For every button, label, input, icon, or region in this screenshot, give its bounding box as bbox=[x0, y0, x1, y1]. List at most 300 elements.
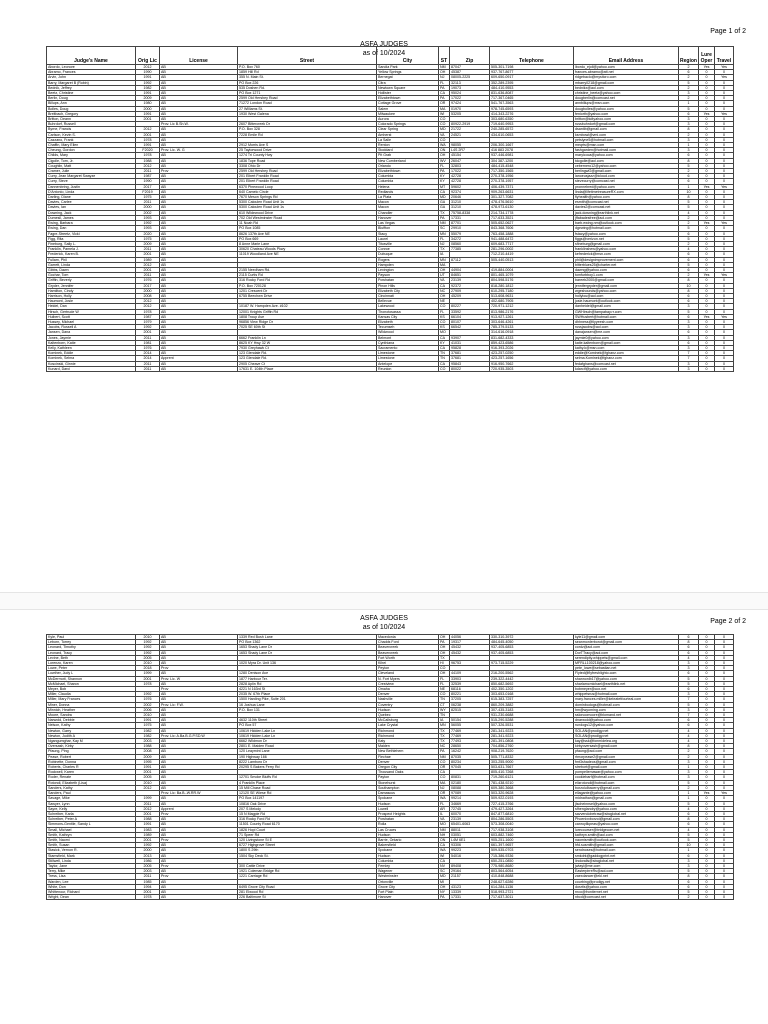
telephone-cell: 484-415-4548 bbox=[490, 163, 574, 168]
zip-cell: 56055 bbox=[450, 723, 490, 728]
orig-lic-cell: 2009 bbox=[136, 96, 160, 101]
lure-oper-cell: 0 bbox=[699, 163, 715, 168]
orig-lic-cell: 2002 bbox=[136, 210, 160, 215]
judge-name-cell: Whittenour, Richard bbox=[47, 889, 136, 894]
street-cell: 1930 West Galena bbox=[238, 111, 377, 116]
license-cell: AB bbox=[160, 91, 238, 96]
orig-lic-cell: 2011 bbox=[136, 200, 160, 205]
email-cell: bednikx@aol.com bbox=[574, 85, 679, 90]
region-cell: 2 bbox=[679, 132, 699, 137]
city-cell: Wildwood bbox=[377, 330, 439, 335]
orig-lic-cell: 1985 bbox=[136, 879, 160, 884]
region-cell: 6 bbox=[679, 330, 699, 335]
lure-oper-cell: 0 bbox=[699, 174, 715, 179]
lure-oper-cell: 0 bbox=[699, 70, 715, 75]
orig-lic-cell: 2001 bbox=[136, 889, 160, 894]
judge-name-cell: Simmons-Gentile, Sandy L bbox=[47, 822, 136, 827]
license-cell: AB bbox=[160, 853, 238, 858]
region-cell: 4 bbox=[679, 210, 699, 215]
orig-lic-cell: 2000 bbox=[136, 106, 160, 111]
telephone-cell: 307-435-3183 bbox=[490, 707, 574, 712]
telephone-cell: 847-877-6810 bbox=[490, 811, 574, 816]
lure-oper-cell: 0 bbox=[699, 288, 715, 293]
zip-cell: 45432 bbox=[450, 645, 490, 650]
telephone-cell: 484-410-9553 bbox=[490, 85, 574, 90]
email-cell: kirbyoversash@gmail.com bbox=[574, 744, 679, 749]
email-cell: josie.haumont@outlook.com bbox=[574, 299, 679, 304]
region-cell: 3 bbox=[679, 863, 699, 868]
zip-cell: 42728 bbox=[450, 174, 490, 179]
state-cell: FL bbox=[439, 676, 450, 681]
license-cell: AB bbox=[160, 707, 238, 712]
license-cell: AB bbox=[160, 96, 238, 101]
region-cell: 6 bbox=[679, 299, 699, 304]
telephone-cell: 216-200-5562 bbox=[490, 671, 574, 676]
license-cell: AB bbox=[160, 111, 238, 116]
orig-lic-cell: 1992 bbox=[136, 325, 160, 330]
city-cell: Damascus bbox=[377, 791, 439, 796]
travel-cell: 0 bbox=[715, 702, 734, 707]
city-cell: Payton bbox=[377, 775, 439, 780]
orig-lic-cell: 1976 bbox=[136, 278, 160, 283]
street-cell: 120 Livingstone St E bbox=[238, 837, 377, 842]
judge-name-cell: Coughlin, Matt bbox=[47, 163, 136, 168]
judge-name-cell: Frederick, Karen B. bbox=[47, 252, 136, 257]
telephone-cell: 614-284-1136 bbox=[490, 884, 574, 889]
travel-cell: 0 bbox=[715, 817, 734, 822]
state-cell: TX bbox=[439, 733, 450, 738]
region-cell: 4 bbox=[679, 655, 699, 660]
street-cell: PO Box 1271 bbox=[238, 91, 377, 96]
lure-oper-cell: 0 bbox=[699, 210, 715, 215]
orig-lic-cell: 2012 bbox=[136, 806, 160, 811]
lure-oper-cell: 0 bbox=[699, 247, 715, 252]
telephone-cell: 609-650-0917 bbox=[490, 75, 574, 80]
judge-name-cell: Bednik, Jeffrey bbox=[47, 85, 136, 90]
city-cell: Wagener bbox=[377, 869, 439, 874]
state-cell: MO bbox=[439, 330, 450, 335]
email-cell: franklinshew@yahoo.com bbox=[574, 247, 679, 252]
orig-lic-cell: 1994 bbox=[136, 884, 160, 889]
zip-cell: 97045 bbox=[450, 765, 490, 770]
email-cell: rundogs12@yahoo.com bbox=[574, 723, 679, 728]
telephone-cell: 518-993-2721 bbox=[490, 889, 574, 894]
telephone-cell: 423-257-1656 bbox=[490, 356, 574, 361]
email-cell: barb.ewing.nm@outlook.com bbox=[574, 221, 679, 226]
state-cell: MT bbox=[439, 184, 450, 189]
judge-name-cell: Newton, Garry bbox=[47, 728, 136, 733]
city-cell: Antelope bbox=[377, 361, 439, 366]
state-cell: GA bbox=[439, 200, 450, 205]
region-cell: 6 bbox=[679, 257, 699, 262]
email-cell: zaexdancer@ekl.net bbox=[574, 874, 679, 879]
telephone-cell: 509-922-0193 bbox=[490, 796, 574, 801]
city-cell: Katy bbox=[377, 739, 439, 744]
license-cell: AB bbox=[160, 728, 238, 733]
region-cell: 2 bbox=[679, 895, 699, 900]
street-cell: 12701 Smoke Bluffs Rd bbox=[238, 775, 377, 780]
region-cell: 3 bbox=[679, 661, 699, 666]
city-cell: Macedonia bbox=[377, 635, 439, 640]
email-cell: britton@kdtyahoo.com bbox=[574, 117, 679, 122]
state-cell: NJ bbox=[439, 785, 450, 790]
street-cell: 7670 Meson Springs Rd bbox=[238, 195, 377, 200]
street-cell: 8222 Lamboro Dr bbox=[238, 759, 377, 764]
state-cell: CT bbox=[439, 702, 450, 707]
state-cell: FL bbox=[439, 309, 450, 314]
region-cell: 6 bbox=[679, 650, 699, 655]
street-cell: 7930 Greyhawk Ct bbox=[238, 345, 377, 350]
travel-cell: 0 bbox=[715, 765, 734, 770]
street-cell: 71272 London Road bbox=[238, 101, 377, 106]
region-cell: 7 bbox=[679, 351, 699, 356]
travel-cell: 0 bbox=[715, 837, 734, 842]
license-cell: AB bbox=[160, 889, 238, 894]
region-cell: 3 bbox=[679, 775, 699, 780]
lure-oper-cell: 0 bbox=[699, 780, 715, 785]
travel-cell: 0 bbox=[715, 713, 734, 718]
region-cell: 6 bbox=[679, 111, 699, 116]
zip-cell: 84651 bbox=[450, 273, 490, 278]
city-cell: Titusville bbox=[377, 241, 439, 246]
region-cell: 10 bbox=[679, 189, 699, 194]
state-cell: SC bbox=[439, 869, 450, 874]
judge-name-cell: Cazzano, Frank bbox=[47, 137, 136, 142]
state-cell: NE bbox=[439, 299, 450, 304]
lure-oper-cell: 0 bbox=[699, 231, 715, 236]
city-cell: Elizabeth bbox=[377, 319, 439, 324]
region-cell: 5 bbox=[679, 80, 699, 85]
table-row bbox=[47, 895, 734, 900]
zip-cell: 87701 bbox=[450, 221, 490, 226]
email-cell: sendnoses@hotmail.com bbox=[574, 848, 679, 853]
judge-name-cell: Wright, Dean bbox=[47, 895, 136, 900]
judge-name-cell: Minnich, Heather bbox=[47, 707, 136, 712]
city-cell: Aurora bbox=[377, 117, 439, 122]
zip-cell: 32803 bbox=[450, 163, 490, 168]
license-cell: Apprent bbox=[160, 806, 238, 811]
lure-oper-cell: 0 bbox=[699, 640, 715, 645]
license-cell: Prov bbox=[160, 874, 238, 879]
travel-cell: 0 bbox=[715, 832, 734, 837]
state-cell: CA bbox=[439, 843, 450, 848]
state-cell: OH bbox=[439, 671, 450, 676]
city-cell: Columbia bbox=[377, 174, 439, 179]
region-cell: 6 bbox=[679, 879, 699, 884]
city-cell: Salem bbox=[377, 106, 439, 111]
zip-cell: 87112 bbox=[450, 257, 490, 262]
judge-name-cell: Ewing, Barbara bbox=[47, 221, 136, 226]
license-cell: AB bbox=[160, 309, 238, 314]
region-cell: 6 bbox=[679, 70, 699, 75]
state-cell: TN bbox=[439, 697, 450, 702]
telephone-cell: 905-251-1600 bbox=[490, 837, 574, 842]
region-cell: 8 bbox=[679, 127, 699, 132]
state-cell: KS bbox=[439, 314, 450, 319]
travel-cell: 0 bbox=[715, 666, 734, 671]
travel-cell: 0 bbox=[715, 236, 734, 241]
license-cell: Prov. Lic: A.Ba.B.G.P.SD.W bbox=[160, 733, 238, 738]
travel-cell: 0 bbox=[715, 671, 734, 676]
travel-cell: 0 bbox=[715, 96, 734, 101]
orig-lic-cell: 2010 bbox=[136, 713, 160, 718]
orig-lic-cell: F2020 bbox=[136, 148, 160, 153]
state-cell: FL bbox=[439, 80, 450, 85]
lure-oper-cell: 0 bbox=[699, 723, 715, 728]
telephone-cell: 505-652-0627 bbox=[490, 221, 574, 226]
travel-cell: 0 bbox=[715, 179, 734, 184]
license-cell: AB bbox=[160, 661, 238, 666]
orig-lic-cell: 1978 bbox=[136, 895, 160, 900]
street-cell: PO Box 226 bbox=[238, 80, 377, 85]
license-cell: AB bbox=[160, 765, 238, 770]
zip-cell: 92372 bbox=[450, 283, 490, 288]
state-cell: TX bbox=[439, 728, 450, 733]
lure-oper-cell: 0 bbox=[699, 702, 715, 707]
street-cell: 300 Cattle Drive bbox=[238, 863, 377, 868]
city-cell: Quebec bbox=[377, 713, 439, 718]
travel-cell: 0 bbox=[715, 231, 734, 236]
judge-name-cell: Bolles, Doug bbox=[47, 106, 136, 111]
email-cell: dawng@yahoo.com bbox=[574, 267, 679, 272]
lure-oper-cell: 0 bbox=[699, 257, 715, 262]
email-cell: eddie@Kominek@fghanz.com bbox=[574, 351, 679, 356]
telephone-cell: 515-290-5288 bbox=[490, 718, 574, 723]
state-cell: MO bbox=[439, 822, 450, 827]
region-cell: 3 bbox=[679, 319, 699, 324]
orig-lic-cell: 1992 bbox=[136, 692, 160, 697]
city-cell: Chandler bbox=[377, 210, 439, 215]
state-cell: PA bbox=[439, 640, 450, 645]
state-cell: TX bbox=[439, 210, 450, 215]
region-cell: 6 bbox=[679, 822, 699, 827]
street-cell: 190 Highway 166 bbox=[238, 754, 377, 759]
email-cell: jack.downing@earthlink.net bbox=[574, 210, 679, 215]
region-cell: 8 bbox=[679, 744, 699, 749]
street-cell: 2115 Curtis Rd bbox=[238, 273, 377, 278]
zip-cell: 29910 bbox=[450, 226, 490, 231]
lure-oper-cell: 0 bbox=[699, 215, 715, 220]
zip-cell: 75758-8338 bbox=[450, 210, 490, 215]
zip-cell: 60070 bbox=[450, 811, 490, 816]
region-cell: 5 bbox=[679, 832, 699, 837]
city-cell: Reunion bbox=[377, 366, 439, 371]
judge-name-cell: Leonard, Timothy bbox=[47, 645, 136, 650]
state-cell: NM bbox=[439, 754, 450, 759]
email-cell: MFRLL100218@yahoo.com bbox=[574, 661, 679, 666]
zip-cell: 37205 bbox=[450, 697, 490, 702]
lure-oper-cell: 0 bbox=[699, 645, 715, 650]
city-cell: Newtown Square bbox=[377, 85, 439, 90]
orig-lic-cell: 2009 bbox=[136, 241, 160, 246]
street-cell: 281 Elwood Rd bbox=[238, 889, 377, 894]
judge-name-cell: Gibbs, Dawn bbox=[47, 267, 136, 272]
telephone-cell: 712-210-4419 bbox=[490, 252, 574, 257]
orig-lic-cell: 1978 bbox=[136, 137, 160, 142]
region-cell: 6 bbox=[679, 687, 699, 692]
license-cell: AB bbox=[160, 293, 238, 298]
telephone-cell: 281-391-0808 bbox=[490, 739, 574, 744]
orig-lic-cell: 1990 bbox=[136, 179, 160, 184]
telephone-cell: 303-255-9000 bbox=[490, 759, 574, 764]
judge-name-cell: Britton, Deann bbox=[47, 117, 136, 122]
zip-cell: 17022 bbox=[450, 169, 490, 174]
region-cell: 2 bbox=[679, 221, 699, 226]
lure-oper-cell: 0 bbox=[699, 889, 715, 894]
license-cell: AB bbox=[160, 174, 238, 179]
orig-lic-cell: 1980 bbox=[136, 101, 160, 106]
email-cell: russjacobs@aol.com bbox=[574, 325, 679, 330]
telephone-cell: 402-680-7905 bbox=[490, 299, 574, 304]
travel-cell: 0 bbox=[715, 267, 734, 272]
travel-cell: 0 bbox=[715, 351, 734, 356]
judge-name-cell: Narwold, Debbie bbox=[47, 718, 136, 723]
license-cell: AB bbox=[160, 163, 238, 168]
email-cell: cookiebarf@hotmail.com bbox=[574, 775, 679, 780]
travel-cell: 0 bbox=[715, 215, 734, 220]
telephone-cell: 813-986-2176 bbox=[490, 309, 574, 314]
telephone-cell: 206-300-1667 bbox=[490, 143, 574, 148]
state-cell: ON bbox=[439, 148, 450, 153]
city-cell: New Bethlehem bbox=[377, 749, 439, 754]
email-cell: feniorth@yahoo.com bbox=[574, 111, 679, 116]
email-cell: pete_lowe@sebastian.net bbox=[574, 666, 679, 671]
travel-cell: 0 bbox=[715, 655, 734, 660]
street-cell: 226 Baltimore St bbox=[238, 895, 377, 900]
orig-lic-cell: 1988 bbox=[136, 744, 160, 749]
travel-cell: 0 bbox=[715, 252, 734, 257]
state-cell: WA bbox=[439, 796, 450, 801]
street-cell: 6662 Franklin Ln bbox=[238, 335, 377, 340]
license-cell: AB bbox=[160, 231, 238, 236]
state-cell: PA bbox=[439, 749, 450, 754]
telephone-cell: 831-682-4333 bbox=[490, 335, 574, 340]
license-cell: AB bbox=[160, 671, 238, 676]
state-cell: CO bbox=[439, 666, 450, 671]
travel-cell: 0 bbox=[715, 325, 734, 330]
orig-lic-cell: 1982 bbox=[136, 85, 160, 90]
travel-cell: 0 bbox=[715, 85, 734, 90]
travel-cell: 0 bbox=[715, 744, 734, 749]
license-cell: AB bbox=[160, 340, 238, 345]
telephone-cell: 423-257-0250 bbox=[490, 351, 574, 356]
judge-name-cell: Berlin, Doug bbox=[47, 96, 136, 101]
lure-oper-cell: 0 bbox=[699, 858, 715, 863]
zip-cell: 80234 bbox=[450, 759, 490, 764]
zip-cell: 02180 bbox=[450, 780, 490, 785]
email-cell: mbarry0218@gmail.com bbox=[574, 80, 679, 85]
street-cell: PO Box 1085 bbox=[238, 226, 377, 231]
state-cell: CA bbox=[439, 283, 450, 288]
telephone-cell: 818-280-1812 bbox=[490, 283, 574, 288]
email-cell: danajansen@me.com bbox=[574, 330, 679, 335]
city-cell: Limestone bbox=[377, 356, 439, 361]
street-cell: 640 Camelo Circle bbox=[238, 189, 377, 194]
email-cell: SOLAN@prodigy.net bbox=[574, 733, 679, 738]
lure-oper-cell: 0 bbox=[699, 127, 715, 132]
email-cell: savvendobetraw@sbcglobal.net bbox=[574, 811, 679, 816]
header-row bbox=[47, 47, 734, 65]
telephone-cell: 281-341-9223 bbox=[490, 733, 574, 738]
orig-lic-cell: 1987 bbox=[136, 314, 160, 319]
email-cell: sfhenglandry@yahoo.com bbox=[574, 806, 679, 811]
orig-lic-cell: 2014 bbox=[136, 351, 160, 356]
license-cell: Prov bbox=[160, 837, 238, 842]
state-cell: OH bbox=[439, 70, 450, 75]
region-cell: 2 bbox=[679, 96, 699, 101]
orig-lic-cell: 1982 bbox=[136, 728, 160, 733]
region-cell: 5 bbox=[679, 106, 699, 111]
orig-lic-cell: 1991 bbox=[136, 718, 160, 723]
telephone-cell: 270-378-1957 bbox=[490, 179, 574, 184]
license-cell: AB bbox=[160, 796, 238, 801]
orig-lic-cell: 2001 bbox=[136, 132, 160, 137]
telephone-cell: 804-286-5503 bbox=[490, 817, 574, 822]
license-cell: AB bbox=[160, 330, 238, 335]
judge-name-cell: Small, Michael bbox=[47, 827, 136, 832]
street-cell: 17631 E. 104th Place bbox=[238, 366, 377, 371]
zip-cell: 45432 bbox=[450, 650, 490, 655]
region-cell: 6 bbox=[679, 811, 699, 816]
region-cell: 2 bbox=[679, 754, 699, 759]
state-cell: CO bbox=[439, 759, 450, 764]
license-cell: Prov. Lic: Ba.B.-W.RR.W bbox=[160, 791, 238, 796]
city-cell: Hudson bbox=[377, 832, 439, 837]
lure-oper-cell: 0 bbox=[699, 283, 715, 288]
street-cell: 11019 Woodland Ave NE bbox=[238, 252, 377, 257]
email-cell: elizrotondi@hotmail.com bbox=[574, 780, 679, 785]
telephone-cell: 304 387-1200 bbox=[490, 158, 574, 163]
col-email: Email Address bbox=[574, 47, 679, 65]
travel-cell: Yes bbox=[715, 314, 734, 319]
zip-cell: 87035 bbox=[450, 754, 490, 759]
email-cell: kathy.k@msn.com bbox=[574, 345, 679, 350]
license-cell: AB bbox=[160, 361, 238, 366]
email-cell: pronnebred@yahoo.com bbox=[574, 184, 679, 189]
judge-name-cell: Cheung, Gordon bbox=[47, 148, 136, 153]
region-cell: 6 bbox=[679, 267, 699, 272]
state-cell: TX bbox=[439, 655, 450, 660]
street-cell: 2828 Aplin Rd bbox=[238, 681, 377, 686]
state-cell: KY bbox=[439, 179, 450, 184]
travel-cell: 0 bbox=[715, 163, 734, 168]
lure-oper-cell: 0 bbox=[699, 205, 715, 210]
email-cell: dsantib@gmail.com bbox=[574, 127, 679, 132]
orig-lic-cell: 2012 bbox=[136, 127, 160, 132]
telephone-cell: 803-564-6054 bbox=[490, 869, 574, 874]
travel-cell: Yes bbox=[715, 791, 734, 796]
lure-oper-cell: 0 bbox=[699, 200, 715, 205]
city-cell: Pit Grab bbox=[377, 153, 439, 158]
travel-cell: 0 bbox=[715, 796, 734, 801]
zip-cell: 80922-2919 bbox=[450, 122, 490, 127]
street-cell: 20295 S Bakers Ferry Rd bbox=[238, 765, 377, 770]
orig-lic-cell: 2017 bbox=[136, 184, 160, 189]
judge-name-cell: D'Antonio, Linda bbox=[47, 189, 136, 194]
region-cell: 3 bbox=[679, 335, 699, 340]
license-cell: AB bbox=[160, 858, 238, 863]
travel-cell: Yes bbox=[715, 65, 734, 70]
zip-cell: 44904 bbox=[450, 267, 490, 272]
zip-cell: 93306 bbox=[450, 843, 490, 848]
travel-cell: 0 bbox=[715, 739, 734, 744]
zip-cell: 99223 bbox=[450, 848, 490, 853]
judge-name-cell: Ewing, Dan bbox=[47, 226, 136, 231]
state-cell: WA bbox=[439, 848, 450, 853]
telephone-cell: 410-848-8688 bbox=[490, 874, 574, 879]
judge-name-cell: Jacobs, Russell A bbox=[47, 325, 136, 330]
telephone-cell: 505-771-8332 bbox=[490, 754, 574, 759]
